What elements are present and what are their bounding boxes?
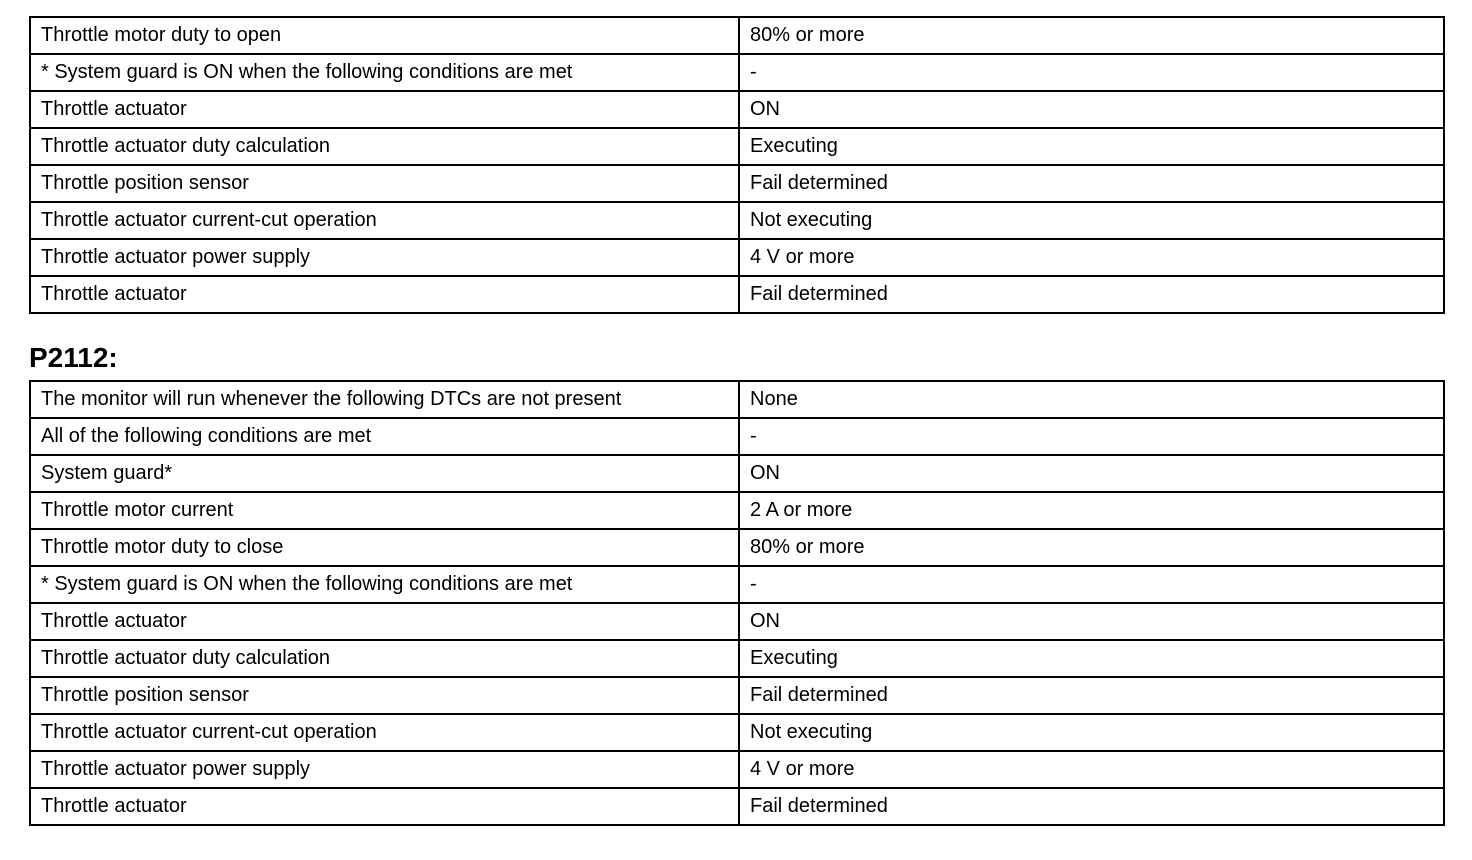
table-row	[30, 455, 1444, 492]
condition-cell: * System guard is ON when the following conditions are met	[30, 566, 739, 603]
value-cell: 4 V or more	[739, 751, 1444, 788]
condition-cell: System guard*	[30, 455, 739, 492]
condition-cell: Throttle actuator power supply	[30, 239, 739, 276]
table-row	[30, 239, 1444, 276]
section-heading-p2112: P2112:	[29, 342, 118, 373]
table-row	[30, 202, 1444, 239]
table-row	[30, 418, 1444, 455]
condition-cell: All of the following conditions are met	[30, 418, 739, 455]
value-cell: 80% or more	[739, 529, 1444, 566]
condition-cell: The monitor will run whenever the following DTCs are not present	[30, 381, 739, 418]
value-cell: 4 V or more	[739, 239, 1444, 276]
condition-cell: Throttle actuator current-cut operation	[30, 202, 739, 239]
value-cell: -	[739, 566, 1444, 603]
value-cell: 80% or more	[739, 17, 1444, 54]
value-cell: -	[739, 418, 1444, 455]
condition-cell: Throttle actuator duty calculation	[30, 640, 739, 677]
conditions-table-top	[29, 16, 1445, 314]
value-cell: 2 A or more	[739, 492, 1444, 529]
value-cell: Fail determined	[739, 788, 1444, 825]
condition-cell: * System guard is ON when the following conditions are met	[30, 54, 739, 91]
value-cell: Fail determined	[739, 276, 1444, 313]
table-row	[30, 714, 1444, 751]
condition-cell: Throttle actuator	[30, 603, 739, 640]
value-cell: -	[739, 54, 1444, 91]
condition-cell: Throttle actuator duty calculation	[30, 128, 739, 165]
condition-cell: Throttle actuator power supply	[30, 751, 739, 788]
condition-cell: Throttle motor duty to open	[30, 17, 739, 54]
table-row	[30, 640, 1444, 677]
table-row	[30, 91, 1444, 128]
table-row	[30, 603, 1444, 640]
table-row	[30, 751, 1444, 788]
condition-cell: Throttle position sensor	[30, 677, 739, 714]
condition-cell: Throttle actuator	[30, 91, 739, 128]
table-row	[30, 381, 1444, 418]
table-row	[30, 677, 1444, 714]
value-cell: Executing	[739, 640, 1444, 677]
condition-cell: Throttle motor duty to close	[30, 529, 739, 566]
table-row	[30, 788, 1444, 825]
value-cell: Not executing	[739, 202, 1444, 239]
table-row	[30, 165, 1444, 202]
value-cell: Not executing	[739, 714, 1444, 751]
conditions-table-p2112	[29, 380, 1445, 826]
table-row	[30, 54, 1444, 91]
condition-cell: Throttle motor current	[30, 492, 739, 529]
table-row	[30, 17, 1444, 54]
value-cell: None	[739, 381, 1444, 418]
value-cell: Executing	[739, 128, 1444, 165]
table-row	[30, 566, 1444, 603]
condition-cell: Throttle position sensor	[30, 165, 739, 202]
value-cell: Fail determined	[739, 165, 1444, 202]
value-cell: Fail determined	[739, 677, 1444, 714]
value-cell: ON	[739, 91, 1444, 128]
value-cell: ON	[739, 455, 1444, 492]
condition-cell: Throttle actuator current-cut operation	[30, 714, 739, 751]
table-row	[30, 276, 1444, 313]
value-cell: ON	[739, 603, 1444, 640]
table-row	[30, 492, 1444, 529]
condition-cell: Throttle actuator	[30, 276, 739, 313]
table-row	[30, 128, 1444, 165]
table-row	[30, 529, 1444, 566]
condition-cell: Throttle actuator	[30, 788, 739, 825]
